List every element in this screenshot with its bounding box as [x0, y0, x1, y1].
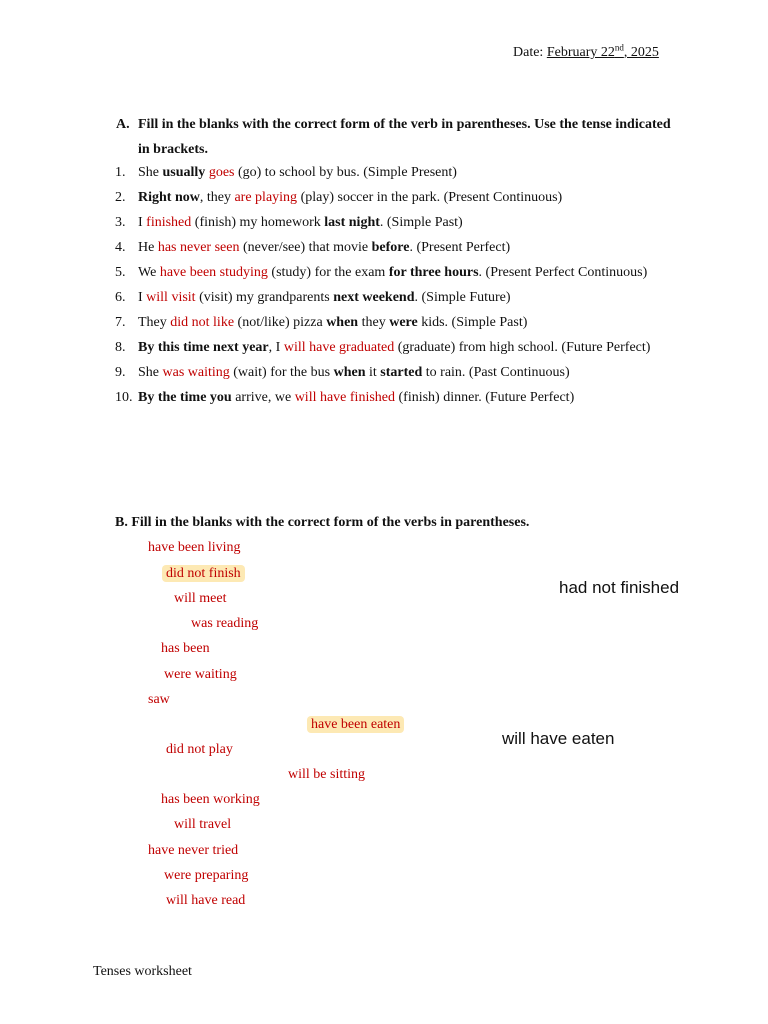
answer-text: have been studying — [159, 265, 268, 280]
section-b-heading: B. Fill in the blanks with the correct form of the verbs in parentheses. — [115, 515, 530, 530]
answer-11: has been working — [161, 792, 260, 807]
keyword-text: for three hours — [388, 265, 479, 280]
section-a-heading — [116, 112, 676, 157]
sentence-text: . (Simple Future) — [414, 290, 511, 305]
sentence-text: (graduate) from high school. (Future Perfect) — [394, 340, 651, 355]
sentence-text: , I — [268, 340, 284, 355]
keyword-text: Right now — [138, 190, 200, 205]
sentence-text: . (Present Perfect) — [409, 240, 511, 255]
answer-8-highlight: have been eaten — [307, 716, 404, 733]
answer-text: was waiting — [162, 365, 230, 380]
item-number: 5. — [115, 265, 126, 280]
sentence-text: (study) for the exam — [267, 265, 389, 280]
answer-text: will have graduated — [283, 340, 395, 355]
keyword-text: when — [326, 315, 359, 330]
keyword-text: when — [333, 365, 366, 380]
answer-8 — [311, 715, 404, 735]
keyword-text: By this time next year — [138, 340, 269, 355]
sentence-text: . (Present Perfect Continuous) — [478, 265, 648, 280]
sentence-text: I — [138, 290, 147, 305]
item-number: 9. — [115, 365, 126, 380]
sentence-text: (finish) my homework — [191, 215, 325, 230]
section-a-item — [115, 310, 675, 335]
item-number: 2. — [115, 190, 126, 205]
section-a-item — [115, 235, 675, 260]
answer-text: has never seen — [157, 240, 240, 255]
answer-15: will have read — [166, 893, 246, 908]
sentence-text: (wait) for the bus — [229, 365, 334, 380]
answer-13: have never tried — [148, 843, 239, 858]
sentence-text: They — [138, 315, 171, 330]
section-a-item — [115, 385, 675, 410]
sentence-text: We — [138, 265, 160, 280]
answer-14: were preparing — [164, 868, 249, 883]
keyword-text: By the time you — [138, 390, 232, 405]
answer-text: did not like — [170, 315, 235, 330]
section-a-label: A. — [116, 117, 130, 132]
answer-text: are playing — [234, 190, 298, 205]
keyword-text: last night — [324, 215, 380, 230]
section-a-instructions: Fill in the blanks with the correct form of the verb in parentheses. Use the tense indicated in brackets. — [138, 117, 671, 157]
section-a-item — [115, 160, 675, 185]
section-a-item — [115, 185, 675, 210]
item-number: 8. — [115, 340, 126, 355]
sentence-text: I — [138, 215, 147, 230]
answer-7: saw — [148, 692, 170, 707]
section-a-item — [115, 335, 675, 360]
date-label: Date: — [513, 45, 547, 60]
answer-10: will be sitting — [288, 767, 365, 782]
answer-text: finished — [146, 215, 192, 230]
answer-6: were waiting — [164, 667, 237, 682]
keyword-text: before — [371, 240, 410, 255]
sentence-text: (finish) dinner. (Future Perfect) — [395, 390, 575, 405]
answer-text: will visit — [146, 290, 196, 305]
section-a-item — [115, 260, 675, 285]
answer-text: goes — [208, 165, 235, 180]
sentence-text: (never/see) that movie — [239, 240, 372, 255]
answer-5: has been — [161, 641, 210, 656]
keyword-text: started — [380, 365, 423, 380]
answer-2 — [166, 564, 245, 584]
keyword-text: were — [389, 315, 418, 330]
answer-12: will travel — [174, 817, 232, 832]
answer-4: was reading — [191, 616, 259, 631]
keyword-text: usually — [162, 165, 206, 180]
section-a-item — [115, 285, 675, 310]
sentence-text: kids. (Simple Past) — [417, 315, 528, 330]
date-value: February 22nd, 2025 — [546, 42, 659, 60]
item-number: 6. — [115, 290, 126, 305]
sentence-text: (go) to school by bus. (Simple Present) — [234, 165, 457, 180]
sentence-text: it — [365, 365, 381, 380]
sentence-text: (not/like) pizza — [234, 315, 327, 330]
answer-9: did not play — [166, 742, 233, 757]
sentence-text: (play) soccer in the park. (Present Continuous) — [297, 190, 563, 205]
comment-note-1: had not finished — [559, 578, 680, 597]
item-number: 4. — [115, 240, 126, 255]
section-a-item — [115, 360, 675, 385]
answer-text: will have finished — [294, 390, 395, 405]
sentence-text: She — [138, 165, 163, 180]
sentence-text: . (Simple Past) — [379, 215, 463, 230]
comment-note-2: will have eaten — [502, 729, 615, 748]
date-line — [513, 44, 659, 62]
sentence-text: , they — [199, 190, 235, 205]
section-a-list — [115, 160, 675, 410]
item-number: 1. — [115, 165, 126, 180]
sentence-text: He — [138, 240, 158, 255]
sentence-text: to rain. (Past Continuous) — [422, 365, 570, 380]
keyword-text: next weekend — [333, 290, 415, 305]
answer-3: will meet — [174, 591, 227, 606]
answer-2-highlight: did not finish — [162, 565, 245, 582]
item-number: 7. — [115, 315, 126, 330]
sentence-text: (visit) my grandparents — [195, 290, 334, 305]
sentence-text: arrive, we — [231, 390, 295, 405]
sentence-text: She — [138, 365, 163, 380]
section-a-item — [115, 210, 675, 235]
answer-1: have been living — [148, 540, 241, 555]
page-footer: Tenses worksheet — [93, 964, 192, 979]
sentence-text: they — [358, 315, 390, 330]
item-number: 3. — [115, 215, 126, 230]
item-number: 10. — [115, 390, 133, 405]
